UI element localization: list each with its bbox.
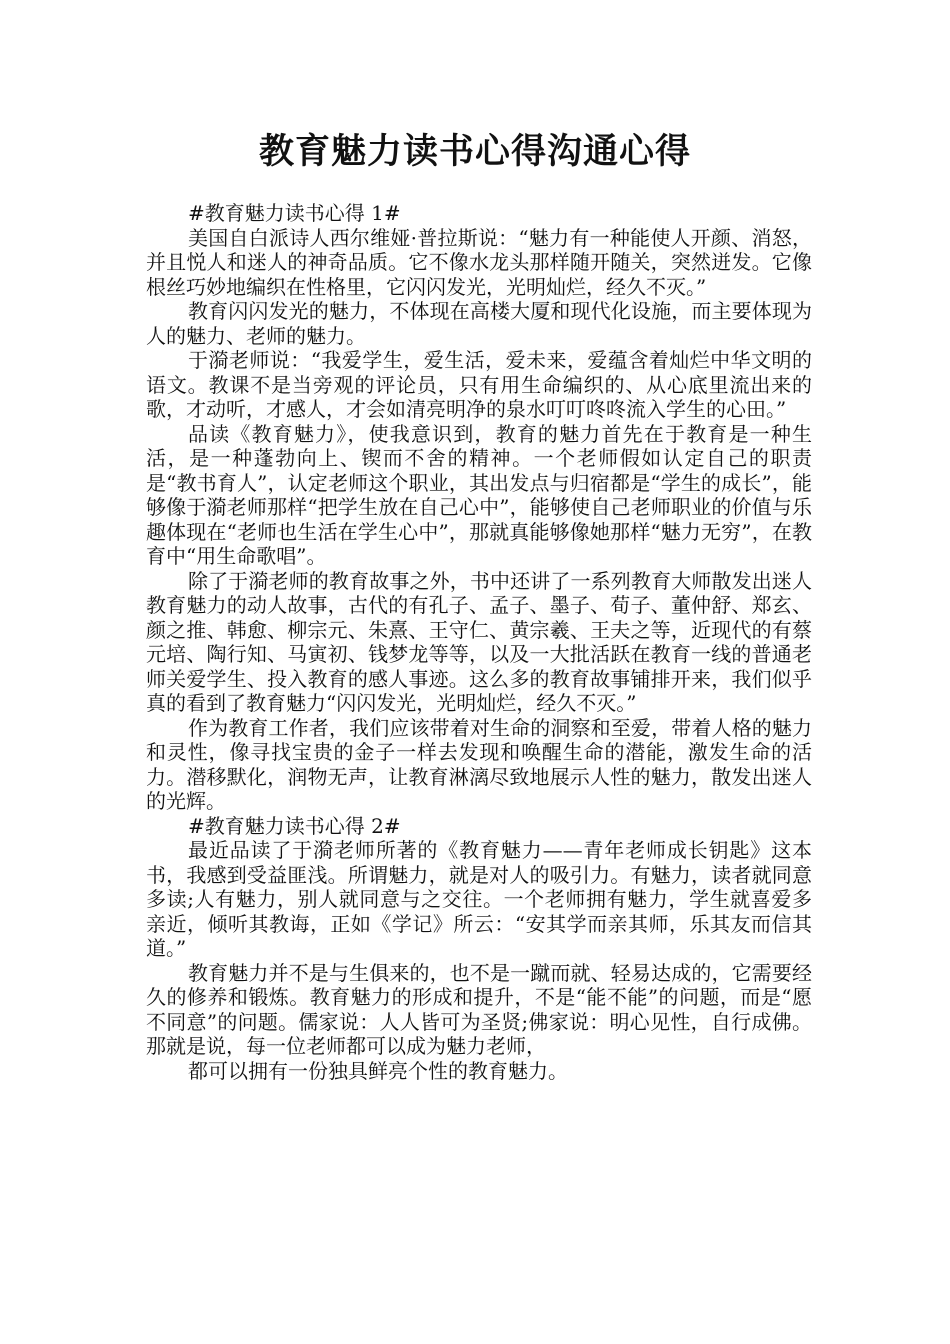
paragraph: 都可以拥有一份独具鲜亮个性的教育魅力。 [188,1058,568,1083]
paragraph: 除了于漪老师的教育故事之外，书中还讲了一系列教育大师散发出迷人教育魅力的动人故事，古代的有孔子、孟子、墨子、荀子、董仲舒、郑玄、颜之推、韩愈、柳宗元、朱熹、王守仁、黄宗羲、王夫之等，近现代的有蔡元培、陶行知、马寅初、钱梦龙等等，以及一大批活跃在教育一线的普通老师关爱学生、投入教育的感人事迹。这么多的教育故事铺排开来，我们似乎真的看到了教育魅力“闪闪发光，光明灿烂，经久不灭。” [146,568,812,715]
paragraph: 作为教育工作者，我们应该带着对生命的洞察和至爱，带着人格的魅力和灵性，像寻找宝贵的金子一样去发现和唤醒生命的潜能，激发生命的活力。潜移默化，润物无声，让教育淋漓尽致地展示人性的魅力，散发出迷人的光辉。 [146,715,812,813]
page-title: 教育魅力读书心得沟通心得 [258,132,691,172]
paragraph: 美国自白派诗人西尔维娅·普拉斯说：“魅力有一种能使人开颜、消怒，并且悦人和迷人的神奇品质。它不像水龙头那样随开随关，突然迸发。它像根丝巧妙地编织在性格里，它闪闪发光，光明灿烂，经久不灭。” [146,225,812,299]
document-body [146,201,812,1083]
paragraph: 品读《教育魅力》，使我意识到，教育的魅力首先在于教育是一种生活，是一种蓬勃向上、锲而不舍的精神。一个老师假如认定自己的职责是“教书育人”，认定老师这个职业，其出发点与归宿都是“学生的成长”，能够像于漪老师那样“把学生放在自己心中”，能够使自己老师职业的价值与乐趣体现在“老师也生活在学生心中”，那就真能够像她那样“魅力无穷”，在教育中“用生命歌唱”。 [146,421,812,568]
paragraph: 于漪老师说：“我爱学生，爱生活，爱未来，爱蕴含着灿烂中华文明的语文。教课不是当旁观的评论员，只有用生命编织的、从心底里流出来的歌，才动听，才感人，才会如清亮明净的泉水叮叮咚咚流入学生的心田。” [146,348,812,421]
paragraph: 教育魅力并不是与生俱来的，也不是一蹴而就、轻易达成的，它需要经久的修养和锻炼。教育魅力的形成和提升，不是“能不能”的问题，而是“愿不同意”的问题。儒家说：人人皆可为圣贤;佛家说：明心见性，自行成佛。那就是说，每一位老师都可以成为魅力老师， [146,960,812,1058]
paragraph: 最近品读了于漪老师所著的《教育魅力——青年老师成长钥匙》这本书，我感到受益匪浅。所谓魅力，就是对人的吸引力。有魅力，读者就同意多读;人有魅力，别人就同意与之交往。一个老师拥有魅力，学生就喜爱多亲近，倾听其教诲，正如《学记》所云：“安其学而亲其师，乐其友而信其道。” [146,838,812,960]
section-heading-1: #教育魅力读书心得 1# [188,201,401,225]
paragraph: 教育闪闪发光的魅力，不体现在高楼大厦和现代化设施，而主要体现为人的魅力、老师的魅力。 [146,299,812,348]
section-heading-2: #教育魅力读书心得 2# [188,813,401,838]
